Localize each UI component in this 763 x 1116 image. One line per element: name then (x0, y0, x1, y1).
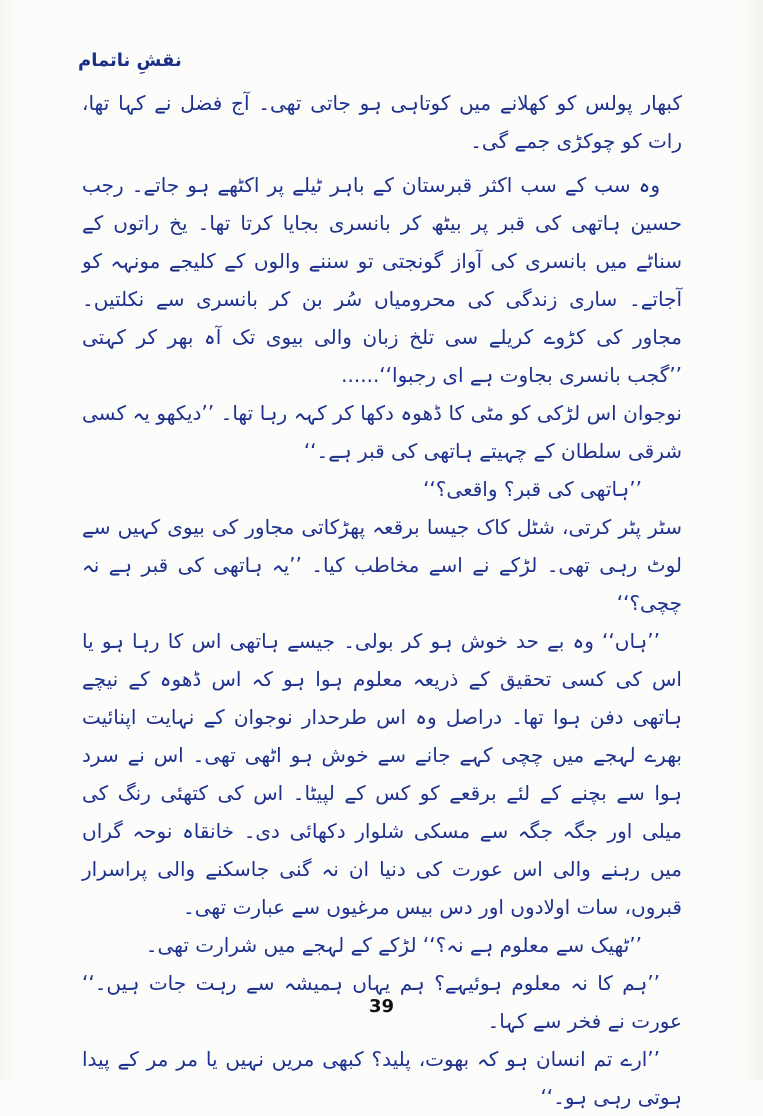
paragraph-2: وہ سب کے سب اکثر قبرستان کے باہر ٹیلے پر اکٹھے ہو جاتے۔ رجب حسین ہاتھی کی قبر پر بیٹھ کر بانسری بجایا کرتا تھا۔ یخ راتوں کے سناٹے میں بانسری کی آواز گونجتی تو سننے والوں کے کلیجے مونہہ کو آجاتے۔ ساری زندگی کی محرومیاں سُر بن کر بانسری سے نکلتیں۔ مجاور کی کڑوے کریلے سی تلخ زبان والی بیوی تک آہ بھر کر کہتی ’’گجب بانسری بجاوت ہے ای رجبوا‘‘...... (82, 173, 682, 387)
body-text (82, 84, 682, 1116)
paragraph-5: سٹر پٹر کرتی، شٹل کاک جیسا برقعہ پھڑکاتی مجاور کی بیوی کہیں سے لوٹ رہی تھی۔ لڑکے نے اسے مخاطب کیا۔ ’’یہ ہاتھی کی قبر ہے نہ چچی؟‘‘ (82, 515, 682, 615)
page-number: 39 (368, 996, 395, 1017)
paragraph-7: ’’ٹھیک سے معلوم ہے نہ؟‘‘ لڑکے کے لہجے میں شرارت تھی۔ (145, 933, 642, 957)
paragraph-3: نوجوان اس لڑکی کو مٹی کا ڈھوہ دکھا کر کہہ رہا تھا۔ ’’دیکھو یہ کسی شرقی سلطان کے چہیتے ہاتھی کی قبر ہے۔‘‘ (82, 401, 682, 463)
paragraph-1: کبھار پولس کو کھلانے میں کوتاہی ہو جاتی تھی۔ آج فضل نے کہا تھا، رات کو چوکڑی جمے گی۔ (82, 91, 682, 153)
paragraph-8: ’’ہم کا نہ معلوم ہوئیہے؟ ہم یہاں ہمیشہ سے رہت جات ہیں۔‘‘ عورت نے فخر سے کہا۔ (82, 971, 682, 1033)
book-title: نقشِ ناتمام (78, 50, 182, 71)
paragraph-4: ’’ہاتھی کی قبر؟ واقعی؟‘‘ (423, 477, 642, 501)
paragraph-9: ’’ارے تم انسان ہو کہ بھوت، پلید؟ کبھی مریں نہیں یا مر مر کے پیدا ہوتی رہی ہو۔‘‘ (82, 1047, 682, 1109)
paragraph-6: ’’ہاں‘‘ وہ بے حد خوش ہو کر بولی۔ جیسے ہاتھی اس کا رہا ہو یا اس کی کسی تحقیق کے ذریعہ معلوم ہوا ہو کہ اس ڈھوہ کے نیچے ہاتھی دفن ہوا تھا۔ دراصل وہ اس طرحدار نوجوان کے نہایت اپنائیت بھرے لہجے میں چچی کہے جانے سے خوش ہو اٹھی تھی۔ اس نے سرد ہوا سے بچنے کے لئے برقعے کو کس کے لپیٹا۔ اس کی کتھئی رنگ کی میلی اور جگہ جگہ سے مسکی شلوار دکھائی دی۔ خانقاہ نوحہ گراں میں رہنے والی اس عورت کی دنیا ان نہ گنی جاسکنے والی پراسرار قبروں، سات اولادوں اور دس بیس مرغیوں سے عبارت تھی۔ (82, 629, 682, 919)
